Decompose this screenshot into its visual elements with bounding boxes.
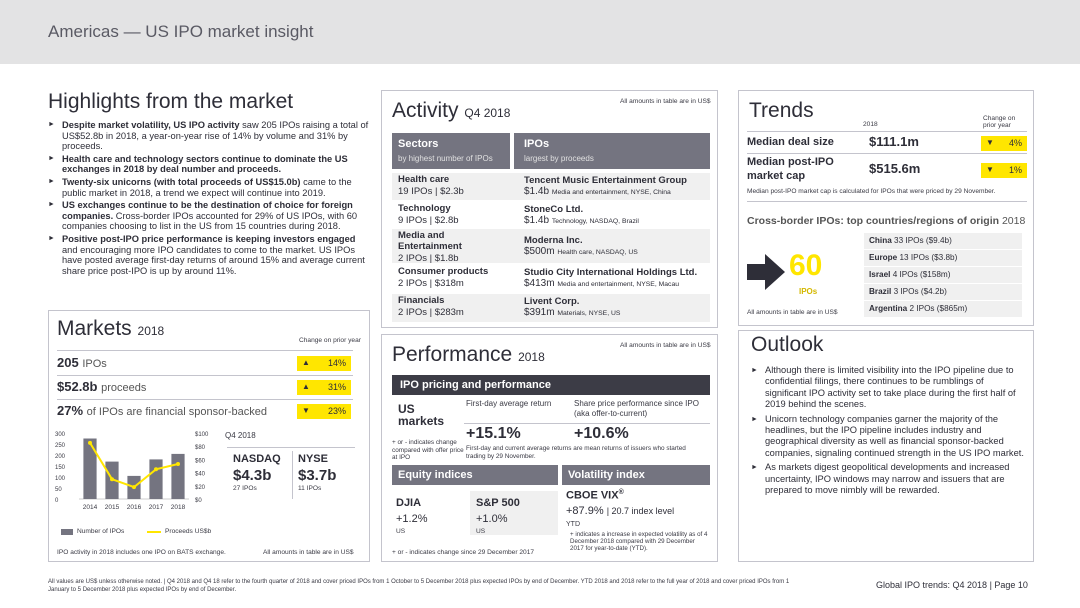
y2-tick-label: $40 [195,471,206,478]
ipo-name: Livent Corp. [524,296,580,307]
markets-row-sub: proceeds [101,382,147,394]
equity-note: + or - indicates change since 29 December 2017 [392,549,535,556]
legend-line-label: Proceeds US$b [165,528,212,535]
crossborder-row [864,301,1022,317]
sector-value: 2 IPOs | $318m [398,278,464,289]
crossborder-value: 13 IPOs ($3.8b) [899,253,958,262]
median-deal-label: Median deal size [747,136,834,148]
ipo-detail: Technology, NASDAQ, Brazil [551,218,639,225]
crossborder-row [864,284,1022,300]
sector-name: Health care [398,174,450,185]
outlook-item: ► As markets digest geopolitical developments and increased uncertainty, IPO windows may narrow and issuers that are prepared to move nimbly will be rewarded. [751,462,1027,496]
ipos-header: IPOs largest by proceeds [514,133,710,169]
ipo-name: StoneCo Ltd. [524,204,584,215]
page-header-title: Americas — US IPO market insight [48,22,314,41]
markets-row-change [297,404,351,419]
crossborder-row [864,233,1022,249]
proceeds-point [176,462,180,466]
ipo-amount: $413m [524,278,555,289]
footer-note: All values are US$ unless otherwise noted. | Q4 2018 and Q4 18 refer to the fourth quarter of 2018 and cover priced IPOs from 1 October to 5 December 2018 plus expected IPOs by end of December. YTD 2018 and 2018 refer to the full year of 2018 and cover priced IPOs from 1 January to 5 December 2018 plus expected IPOs by end of December. [48,579,790,593]
volatility-header: Volatility index [562,465,710,485]
crossborder-ipos: IPOs [799,287,818,296]
crossborder-value: 4 IPOs ($158m) [892,270,951,279]
proceeds-point [110,477,114,481]
x-tick-label: 2014 [82,504,98,511]
outlook-item: ► Although there is limited visibility into the IPO pipeline due to confidential filings, there continues to be rumblings of significant IPO activity set to take place during the first half of 2019 behind the scenes. [751,365,1027,411]
highlight-bold: Positive post-IPO price performance is keeping investors engaged [62,233,356,244]
x-tick-label: 2015 [104,504,120,511]
change-arrow-icon: ▲ [302,358,310,367]
median-deal-change: ▼ 4% [981,136,1027,151]
y-tick-label: 200 [55,454,66,460]
proceeds-point [154,467,158,471]
sector-name: Financials [398,295,445,306]
chart-bar [149,459,162,499]
markets-row-sub: IPOs [82,358,107,370]
median-cap-label: Median post-IPO market cap [747,156,834,182]
proceeds-point [88,441,92,445]
markets-note: IPO activity in 2018 includes one IPO on BATS exchange. [57,549,226,556]
pricing-header: IPO pricing and performance [392,375,710,395]
change-arrow-icon: ▼ [302,406,310,415]
highlight-bold: Despite market volatility, US IPO activity [62,120,240,130]
ipo-detail: Media and entertainment, NYSE, China [551,189,671,196]
markets-chart [49,427,224,537]
crossborder-row [864,250,1022,266]
first-day-label: First-day average return [466,399,552,408]
markets-note-currency: All amounts in table are in US$ [263,549,354,556]
x-tick-label: 2017 [148,504,164,511]
x-tick-label: 2018 [170,504,186,511]
crossborder-country: Argentina [869,304,908,313]
crossborder-value: 33 IPOs ($9.4b) [894,236,952,245]
y-tick-label: 250 [55,443,66,449]
median-deal-value: $111.1m [869,134,919,149]
markets-row-main: 27% [57,403,84,418]
crossborder-row [864,267,1022,283]
markets-row-change [297,356,351,371]
highlight-item: ► Twenty-six unicorns (with total proceeds of US$15.0b) came to the public market in 2018, a trend we expect will continue into 2019. [48,177,370,198]
y-tick-label: 100 [55,476,66,482]
proceeds-point [132,485,136,489]
ipo-amount: $500m [524,246,555,257]
markets-row-divider [57,399,353,400]
legend-bar-swatch [61,529,73,535]
footer-page: Global IPO trends: Q4 2018 | Page 10 [876,580,1028,590]
median-cap-change: ▼ 1% [981,163,1027,178]
sp500-sub: US [476,528,486,535]
highlight-item [48,154,370,175]
activity-note: All amounts in table are in US$ [620,98,711,105]
outlook-item: ► Unicorn technology companies garner the majority of the headlines, but the IPO pipeline includes industry and geographical diversity as well as financial sponsor-backed companies, signaling continued strength in the US IPO market. [751,414,1027,460]
ipo-amount: $1.4b [524,215,550,226]
djia-label: DJIA [396,497,422,509]
activity-panel [381,90,718,328]
vix-label: CBOE VIX® [566,489,624,502]
chart-bar [83,439,96,500]
djia-sub: US [396,528,406,535]
crossborder-note: All amounts in table are in US$ [747,309,838,316]
djia-value: +1.2% [396,513,428,525]
vix-ytd: YTD [566,521,580,528]
change-value: 14% [327,358,346,368]
nyse-ipos: 11 IPOs [298,485,322,492]
highlight-bold: US exchanges continue to be the destination of choice for foreign companies. [62,200,353,221]
y2-tick-label: $0 [195,498,202,504]
median-cap-value: $515.6m [869,161,921,176]
ipo-detail: Materials, NYSE, US [557,310,621,317]
legend-line-swatch [147,531,161,533]
trends-title: Trends [749,99,814,122]
outlook-panel [738,330,1034,562]
equity-header: Equity indices [392,465,558,485]
highlights-list [48,120,370,278]
ipo-amount: $391m [524,307,555,318]
share-perf-value: +10.6% [574,425,629,442]
nasdaq-value: $4.3b [233,467,272,484]
performance-title: Performance 2018 [392,343,545,366]
ipo-name: Studio City International Holdings Ltd. [524,267,698,278]
ipo-name: Tencent Music Entertainment Group [524,175,687,186]
y-tick-label: 150 [55,465,66,471]
sector-name: Technology [398,203,451,214]
crossborder-country: Israel [869,270,891,279]
highlight-bold: Twenty-six unicorns (with total proceeds of US$15.0b) [62,176,301,187]
ipo-value [524,215,639,226]
sector-value: 19 IPOs | $2.3b [398,186,464,197]
sector-value: 2 IPOs | $1.8b [398,253,459,264]
markets-row-change [297,380,351,395]
sector-name: Consumer products [398,266,489,277]
nasdaq-ipos: 27 IPOs [233,485,257,492]
crossborder-country: Brazil [869,287,892,296]
markets-row-value [57,379,146,394]
y-tick-label: 50 [55,487,62,493]
outlook-list [751,365,1027,499]
markets-panel [48,310,370,562]
us-markets-label: US markets [398,402,445,428]
crossborder-value: 3 IPOs ($4.2b) [893,287,947,296]
change-value: 31% [327,382,346,392]
share-perf-label: Share price performance since IPO (aka offer-to-current) [574,399,699,418]
sp500-label: S&P 500 [476,497,520,509]
markets-row-value [57,355,107,370]
nyse-value: $3.7b [298,467,337,484]
vix-value: +87.9% | 20.7 index level [566,505,675,517]
markets-row-sub: of IPOs are financial sponsor-backed [86,406,268,418]
nasdaq-label: NASDAQ [233,453,281,465]
pm-note: + or - indicates change compared with offer price at IPO [392,439,464,461]
highlight-item: ► US exchanges continue to be the destination of choice for foreign companies. Cross-border IPOs accounted for 29% of US IPOs, with 60 companies choosing to list in the US from 15 countries during 2018. [48,200,370,232]
y2-tick-label: $60 [195,458,206,465]
markets-title: Markets 2018 [57,317,165,340]
markets-row-main: $52.8b [57,379,98,394]
crossborder-title: Cross-border IPOs: top countries/regions of origin 2018 [747,215,1026,227]
ipo-value [524,278,679,289]
sector-name: Media and Entertainment [398,230,462,252]
nyse-label: NYSE [298,453,328,465]
markets-q-label: Q4 2018 [225,431,256,440]
markets-row-value [57,403,267,418]
ipo-value [524,307,620,318]
sector-value: 2 IPOs | $283m [398,307,464,318]
y2-tick-label: $80 [195,445,206,452]
legend-bar-label: Number of IPOs [77,528,125,535]
x-tick-label: 2016 [126,504,142,511]
y-tick-label: 0 [55,498,59,504]
activity-title: Activity Q4 2018 [392,99,511,122]
markets-row-divider [57,375,353,376]
highlight-item: ► Positive post-IPO price performance is keeping investors engaged and encouraging more IPO candidates to come to the market. US IPOs have posted average first-day returns of around 15% and average current share price post-IPO is up by around 11%. [48,234,370,276]
markets-row-main: 205 [57,355,79,370]
crossborder-value: 2 IPOs ($865m) [909,304,968,313]
crossborder-country: Europe [869,253,898,262]
ipo-amount: $1.4b [524,186,550,197]
arrow-icon [747,252,787,292]
ipo-name: Moderna Inc. [524,235,583,246]
ipo-value [524,186,671,197]
trends-col-change: Change on prior year [983,115,1016,129]
y-tick-label: 300 [55,432,66,438]
highlights-title: Highlights from the market [48,90,294,113]
fd-note: First-day and current average returns are mean returns of issuers who started trading by 29 November. [466,445,686,460]
crossborder-count: 60 [789,249,823,282]
change-value: 23% [327,406,346,416]
trends-note: Median post-IPO market cap is calculated for IPOs that were priced by 29 November. [747,188,996,195]
page-header [0,0,1080,64]
chart-bar [171,454,184,499]
y2-tick-label: $20 [195,484,206,491]
sector-value: 9 IPOs | $2.8b [398,215,459,226]
change-arrow-icon: ▲ [302,382,310,391]
outlook-title: Outlook [751,333,824,356]
ipo-detail: Health care, NASDAQ, US [557,249,638,256]
highlight-bold: Health care and technology sectors continue to dominate the US exchanges in 2018 by deal number and proceeds. [62,153,348,175]
vix-note: + indicates a increase in expected volatility as of 4 December 2018 compared with 29 December 2017 for year-to-date (YTD). [570,531,708,552]
trends-col-year: 2018 [863,121,878,128]
sp500-value: +1.0% [476,513,508,525]
markets-change-label: Change on prior year [299,337,361,344]
performance-note: All amounts in table are in US$ [620,342,711,349]
performance-panel [381,334,718,562]
ipo-value [524,246,638,257]
sectors-header: Sectors by highest number of IPOs [392,133,510,169]
crossborder-country: China [869,236,892,245]
highlight-item: ► Despite market volatility, US IPO activity saw 205 IPOs raising a total of US$52.8b in 2018, a year-on-year rise of 14% by volume and 31% by proceeds. [48,120,370,152]
ipo-detail: Media and entertainment, NYSE, Macau [557,281,680,288]
y2-tick-label: $100 [195,432,209,438]
first-day-value: +15.1% [466,425,521,442]
